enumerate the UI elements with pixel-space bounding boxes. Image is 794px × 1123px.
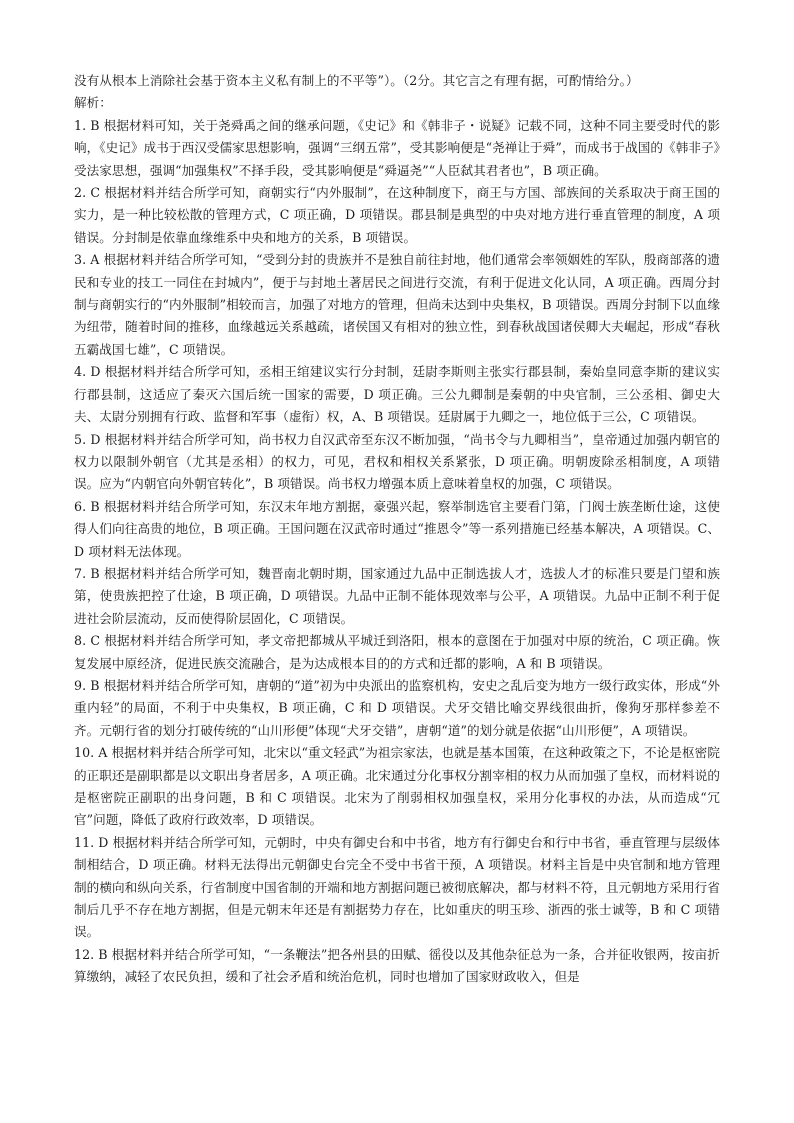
answer-item-5: 5. D 根据材料并结合所学可知，尚书权力自汉武帝至东汉不断加强，“尚书令与九卿相当”，皇帝通过加强内朝官的权力以限制外朝官（尤其是丞相）的权力，可见，君权和相权关系紧张，D 项正确。明朝废除丞相制度，A 项错误。应为“内朝官向外朝官转化”，B 项错误。尚书权力增强本质上意味着皇权的加强，C 项错误。 bbox=[74, 431, 720, 492]
answer-item-9: 9. B 根据材料并结合所学可知，唐朝的“道”初为中央派出的监察机构，安史之乱后变为地方一级行政实体，形成“外重内轻”的局面，不利于中央集权，B 项正确，C 和 D 项错误。犬牙交错比喻交界线很曲折，像狗牙那样参差不齐。元朝行省的划分打破传统的“山川形便”体现“犬牙交错”，唐朝“道”的划分就是依据“山川形便”，A 项错误。 bbox=[74, 677, 720, 738]
answer-item-11: 11. D 根据材料并结合所学可知，元朝时，中央有御史台和中书省，地方有行御史台和行中书省，垂直管理与层级体制相结合，D 项正确。材料无法得出元朝御史台完全不受中书省干预，A 项错误。材料主旨是中央官制和地方管理制的横向和纵向关系，行省制度中国省制的开端和地方割据问题已被彻底解决，都与材料不符，且元朝地方采用行省制后几乎不存在地方割据，但是元朝末年还是有割据势力存在，比如重庆的明玉珍、浙西的张士诚等，B 和 C 项错误。 bbox=[74, 834, 720, 940]
answer-item-2: 2. C 根据材料并结合所学可知，商朝实行“内外服制”，在这种制度下，商王与方国、部族间的关系取决于商王国的实力，是一种比较松散的管理方式，C 项正确，D 项错误。郡县制是典型的中央对地方进行垂直管理的制度，A 项错误。分封制是依靠血缘维系中央和地方的关系，B 项错误。 bbox=[74, 185, 720, 245]
answer-page bbox=[74, 70, 720, 989]
answer-item-10: 10. A 根据材料并结合所学可知，北宋以“重文轻武”为祖宗家法，也就是基本国策，在这种政策之下，不论是枢密院的正职还是副职都是以文职出身者居多，A 项正确。北宋通过分化事权分割宰相的权力从而加强了皇权，而材料说的是枢密院正副职的出身问题，B 和 C 项错误。北宋为了削弱相权加强皇权，采用分化事权的办法，从而造成“冗官”问题，降低了政府行政效率，D 项错误。 bbox=[74, 745, 720, 828]
analysis-heading: 解析： bbox=[74, 95, 112, 111]
intro-line: 没有从根本上消除社会基于资本主义私有制上的不平等”）。（2分。其它言之有理有据，可酌情给分。） bbox=[74, 73, 639, 88]
answer-item-3: 3. A 根据材料并结合所学可知，“受到分封的贵族并不是独自前往封地，他们通常会率领姻姓的军队，殷商部落的遗民和专业的技工一同住在封城内”，便于与封地土著居民之间进行交流，有利于促进文化认同，A 项正确。西周分封制与商朝实行的“内外服制”相较而言，加强了对地方的管理，但尚未达到中央集权，B 项错误。西周分封制下以血缘为纽带，随着时间的推移，血缘越远关系越疏，诸侯国又有相对的独立性，到春秋战国诸侯卿大夫崛起，形成“春秋五霸战国七雄”，C 项错误。 bbox=[74, 252, 720, 357]
answer-item-7: 7. B 根据材料并结合所学可知，魏晋南北朝时期，国家通过九品中正制选拔人才，选拔人才的标准只要是门望和族第，使贵族把控了仕途，B 项正确，D 项错误。九品中正制不能体现效率与公平，A 项错误。九品中正制不利于促进社会阶层流动，反而使得阶层固化，C 项错误。 bbox=[74, 565, 720, 626]
answer-item-6: 6. B 根据材料并结合所学可知，东汉末年地方割据，豪强兴起，察举制选官主要看门第，门阀士族垄断仕途，这使得人们向往高贵的地位，B 项正确。王国问题在汉武帝时通过“推恩令”等一系列措施已经基本解决，A 项错误。C、D 项材料无法体现。 bbox=[74, 498, 720, 559]
answer-item-8: 8. C 根据材料并结合所学可知，孝文帝把都城从平城迁到洛阳，根本的意图在于加强对中原的统治，C 项正确。恢复发展中原经济，促进民族交流融合，是为达成根本目的的方式和迁都的影响，A 和 B 项错误。 bbox=[74, 633, 720, 671]
answer-item-4: 4. D 根据材料并结合所学可知，丞相王绾建议实行分封制，廷尉李斯则主张实行郡县制，秦始皇同意李斯的建议实行郡县制，这适应了秦灭六国后统一国家的需要，D 项正确。三公九卿制是秦朝的中央官制，三公丞相、御史大夫、太尉分别拥有行政、监督和军事（虚衔）权，A、B 项错误。廷尉属于九卿之一，地位低于三公，C 项错误。 bbox=[74, 364, 720, 425]
answer-item-12: 12. B 根据材料并结合所学可知，“一条鞭法”把各州县的田赋、徭役以及其他杂征总为一条，合并征收银两，按亩折算缴纳，减轻了农民负担，缓和了社会矛盾和统治危机，同时也增加了国家财政收入，但是 bbox=[74, 946, 720, 985]
answer-item-1: 1. B 根据材料可知，关于尧舜禹之间的继承问题，《史记》和《韩非子・说疑》记载不同，这种不同主要受时代的影响，《史记》成书于西汉受儒家思想影响，强调“三纲五常”，受其影响便是“尧禅让于舜”，而成书于战国的《韩非子》受法家思想，强调“加强集权”不择手段，受其影响便是“舜逼尧”“人臣弑其君者也”，B 项正确。 bbox=[74, 117, 720, 178]
